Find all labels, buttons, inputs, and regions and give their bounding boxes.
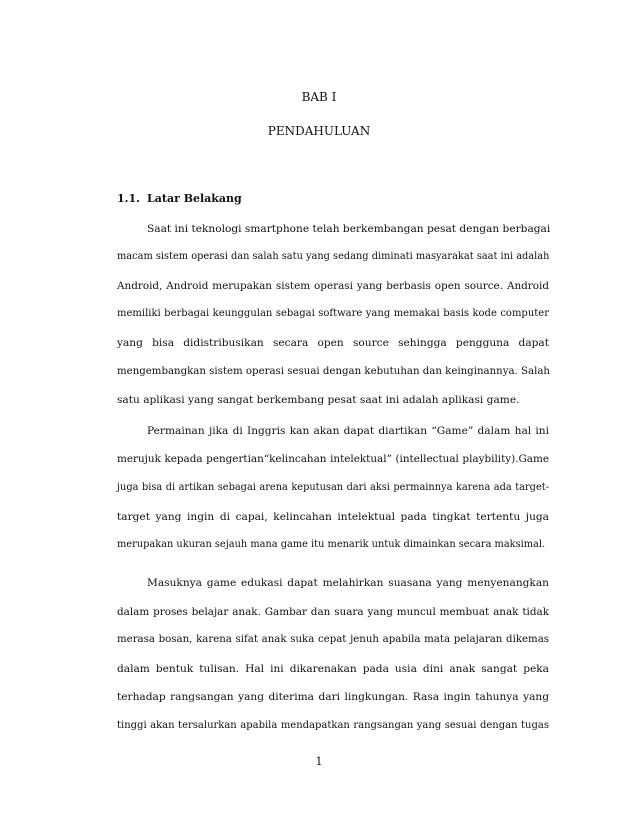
- paragraph-1-line-6: mengembangkan sistem operasi sesuai dengan kebutuhan dan keinginannya. Salah: [117, 366, 550, 377]
- paragraph-2-line-1: Permainan jika di Inggris kan akan dapat diartikan “Game” dalam hal ini: [147, 425, 549, 437]
- paragraph-3-line-6: tinggi akan tersalurkan apabila mendapatkan rangsangan yang sesuai dengan tugas: [117, 720, 549, 731]
- paragraph-3-line-2: dalam proses belajar anak. Gambar dan suara yang muncul membuat anak tidak: [117, 606, 549, 618]
- paragraph-1-line-4: memiliki berbagai keunggulan sebagai software yang memakai basis kode computer: [117, 308, 549, 319]
- paragraph-3-line-4: dalam bentuk tulisan. Hal ini dikarenakan pada usia dini anak sangat peka: [117, 663, 549, 675]
- section-number: 1.1.: [117, 192, 140, 205]
- paragraph-1-line-5: yang bisa didistribusikan secara open source sehingga pengguna dapat: [117, 337, 549, 349]
- paragraph-1-line-3: Android, Android merupakan sistem operasi yang berbasis open source. Android: [117, 280, 549, 292]
- paragraph-2-line-4: target yang ingin di capai, kelincahan intelektual pada tingkat tertentu juga: [117, 511, 549, 523]
- paragraph-2-line-2: merujuk kepada pengertian“kelincahan intelektual” (intellectual playbility).Game: [117, 453, 549, 465]
- page-number: 1: [315, 755, 323, 768]
- paragraph-2-line-3: juga bisa di artikan sebagai arena keputusan dari aksi permainnya karena ada target-: [117, 482, 549, 493]
- paragraph-3-line-5: terhadap rangsangan yang diterima dari lingkungan. Rasa ingin tahunya yang: [117, 691, 549, 703]
- chapter-title: PENDAHULUAN: [267, 124, 371, 138]
- paragraph-1-line-7: satu aplikasi yang sangat berkembang pesat saat ini adalah aplikasi game.: [117, 394, 520, 406]
- paragraph-1-line-1: Saat ini teknologi smartphone telah berkembangan pesat dengan berbagai: [147, 223, 551, 235]
- section-title: Latar Belakang: [147, 192, 242, 205]
- paragraph-3-line-1: Masuknya game edukasi dapat melahirkan suasana yang menyenangkan: [147, 577, 549, 589]
- paragraph-1-line-2: macam sistem operasi dan salah satu yang sedang diminati masyarakat saat ini adalah: [117, 251, 550, 262]
- paragraph-2-line-5: merupakan ukuran sejauh mana game itu menarik untuk dimainkan secara maksimal.: [117, 539, 546, 550]
- paragraph-3-line-3: merasa bosan, karena sifat anak suka cepat jenuh apabila mata pelajaran dikemas: [117, 634, 549, 645]
- chapter-label: BAB I: [301, 90, 337, 104]
